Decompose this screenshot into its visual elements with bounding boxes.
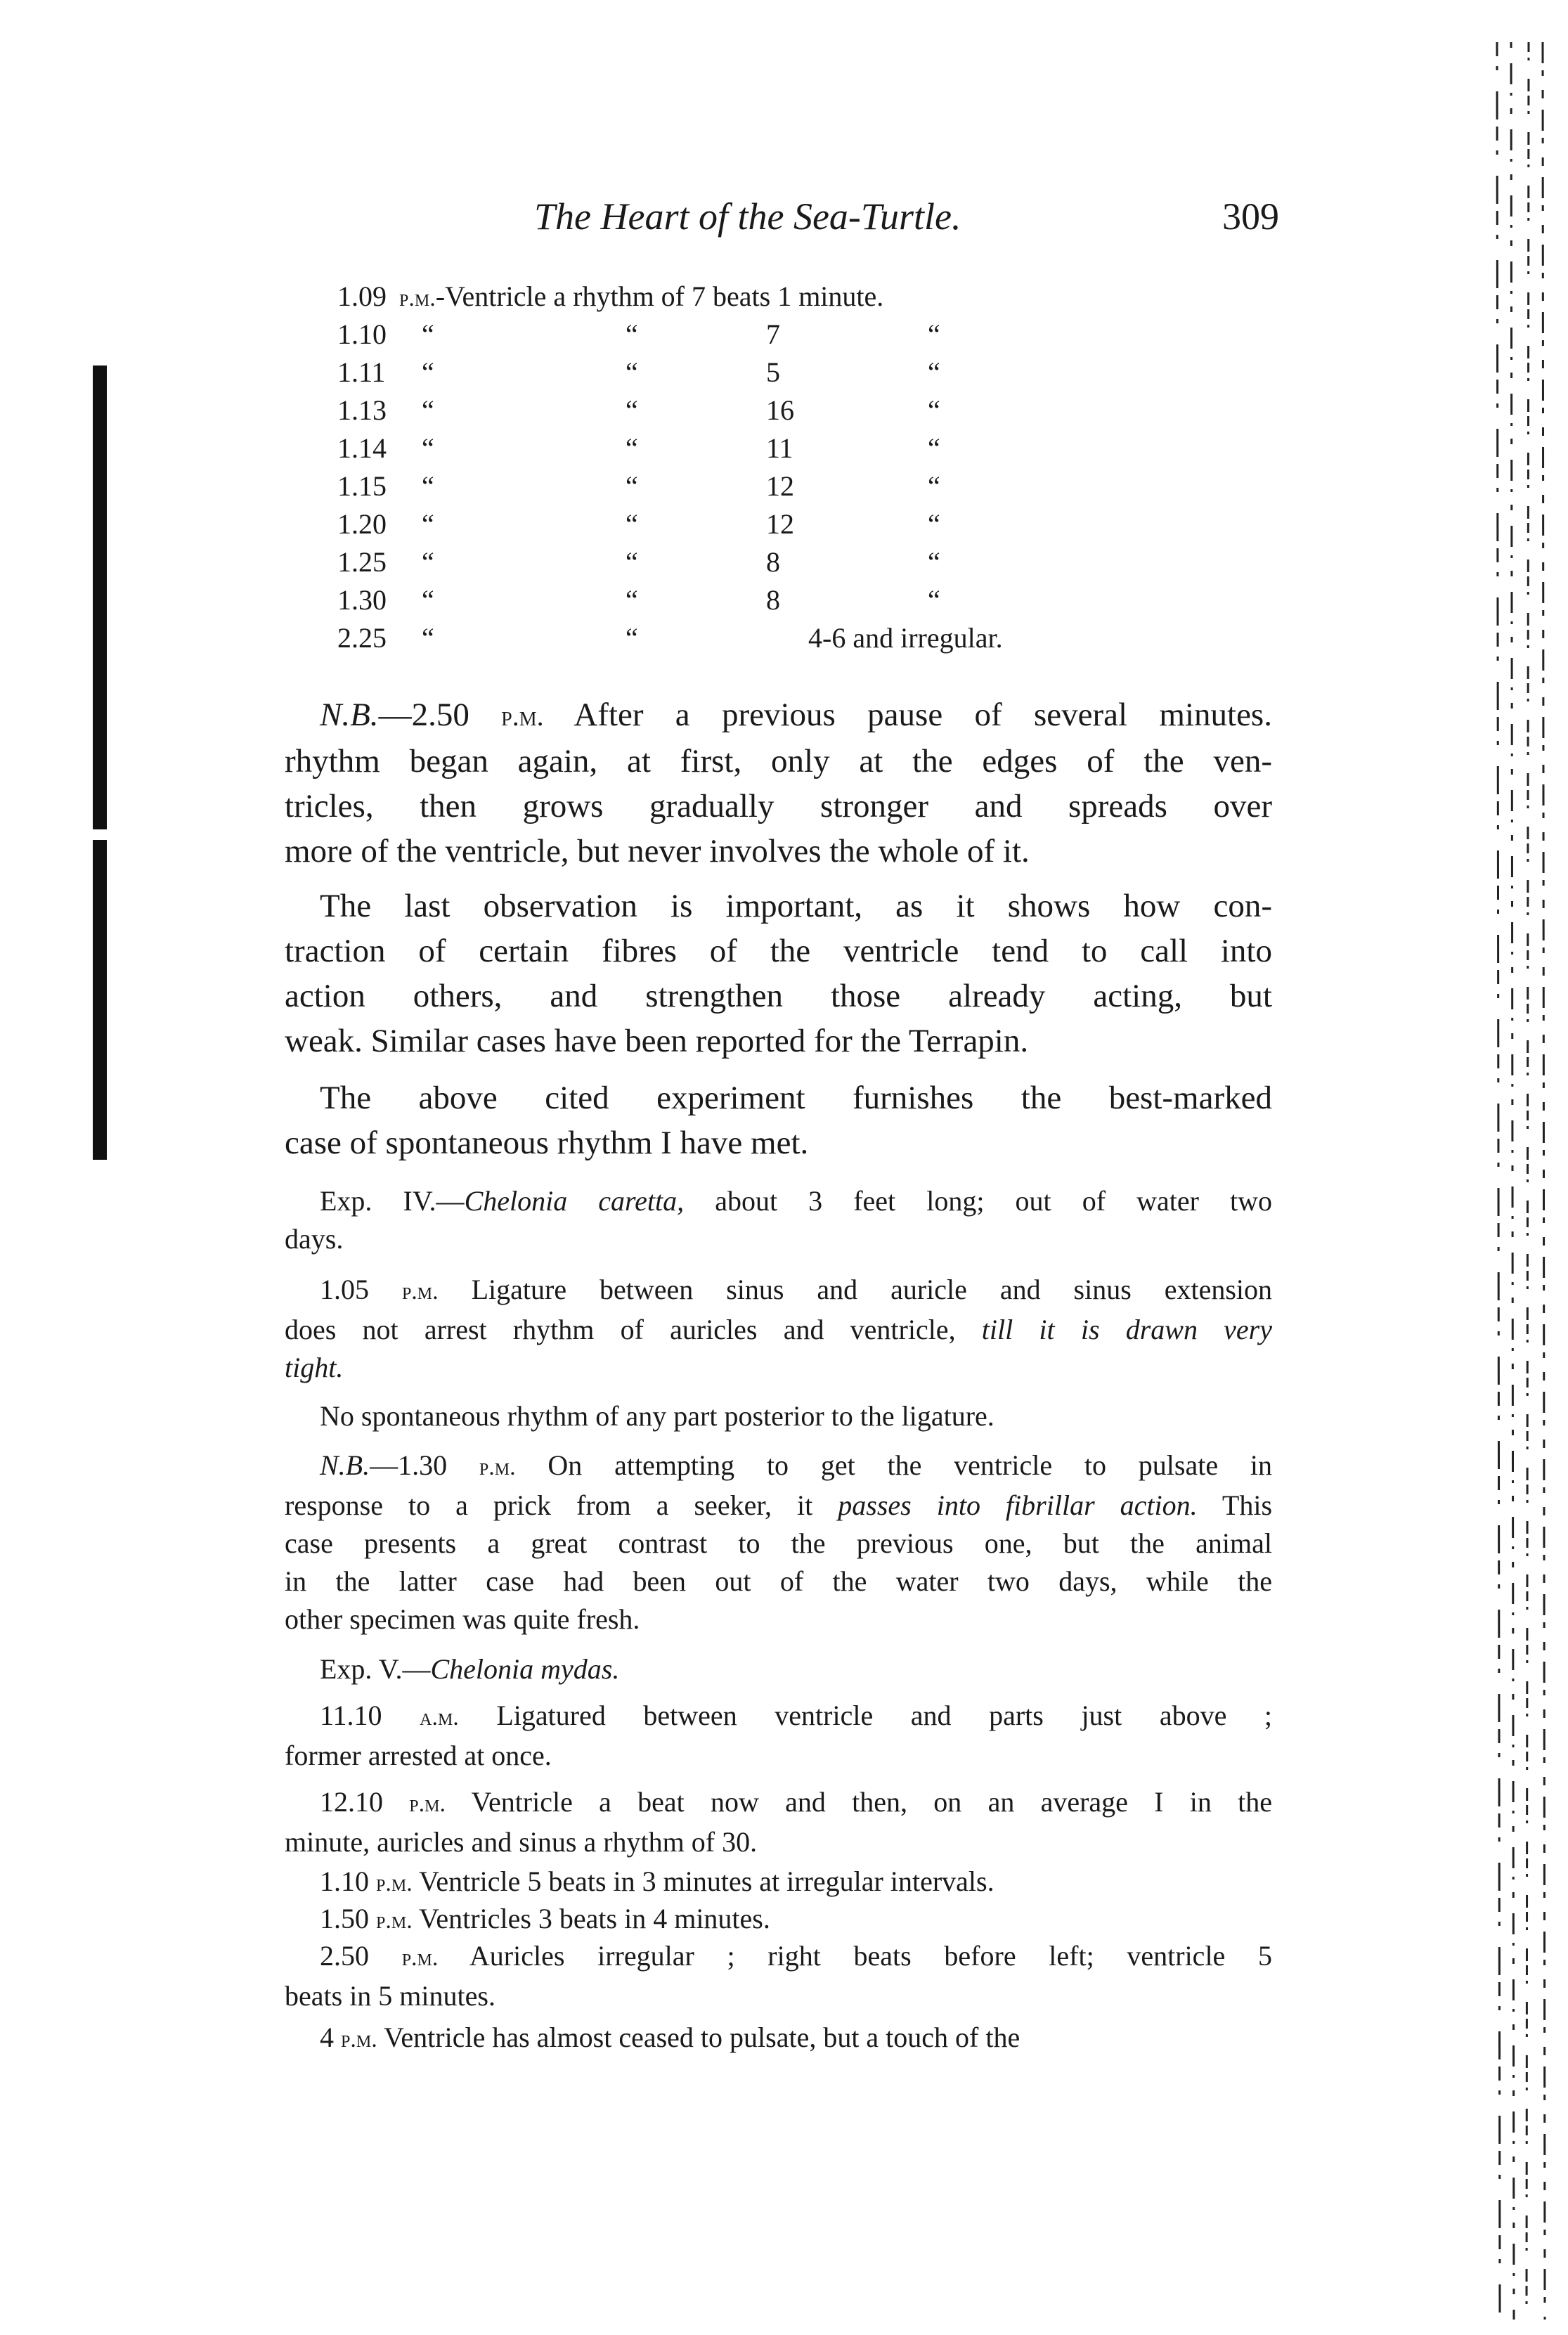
entry-time: 1.50 — [320, 1903, 369, 1934]
exp-v-heading — [285, 1650, 1272, 1688]
ditto-mark: “ — [928, 356, 940, 388]
nb2-pm: p.m. — [479, 1454, 516, 1480]
entry-text: Ligatured between ventricle and parts just above ; — [458, 1700, 1273, 1731]
row-beats: 5 — [766, 356, 780, 388]
exp-v-entry — [285, 1697, 1272, 1775]
entry-time: 2.50 — [320, 1940, 369, 1972]
exp5-label: Exp. V.— — [320, 1653, 431, 1685]
entry-line2: beats in 5 minutes. — [285, 1980, 495, 2012]
row-beats: 16 — [766, 394, 794, 426]
nb-line-2: tricles, then grows gradually stronger and spreads over — [285, 788, 1272, 824]
no-spont-text: No spontaneous rhythm of any part posterior to the ligature. — [320, 1400, 994, 1432]
entry-text: Ligature between sinus and auricle and sinus extension — [438, 1274, 1273, 1305]
ditto-mark: “ — [422, 546, 434, 578]
entry-ampm: p.m. — [376, 1908, 413, 1934]
ditto-mark: “ — [422, 394, 434, 426]
margin-bar-bottom — [93, 840, 107, 1160]
exp5-species: Chelonia mydas. — [430, 1653, 620, 1685]
rhythm-row — [337, 505, 1181, 543]
ditto-mark: “ — [626, 470, 638, 502]
nb2-line2: response to a prick from a seeker, it — [285, 1489, 838, 1521]
nb-line-1: rhythm began again, at first, only at the edges of the ven- — [285, 743, 1272, 780]
entry-text: Ventricle has almost ceased to pulsate, but a touch of the — [377, 2022, 1021, 2053]
row-time: 1.09 — [337, 280, 387, 312]
entry-line3-italic: tight. — [285, 1352, 344, 1383]
ditto-mark: “ — [626, 622, 638, 654]
row-time: 1.15 — [337, 470, 387, 502]
entry-time: 4 — [320, 2022, 334, 2053]
exp-v-entry — [285, 1937, 1272, 2015]
entry-ampm: p.m. — [409, 1791, 446, 1817]
row-time: 1.30 — [337, 584, 387, 616]
no-spontaneous-line — [285, 1397, 1272, 1435]
entry-line2: minute, auricles and sinus a rhythm of 30. — [285, 1826, 758, 1858]
above-line-1: case of spontaneous rhythm I have met. — [285, 1125, 809, 1161]
ditto-mark: “ — [928, 470, 940, 502]
nb2-label: N.B. — [320, 1449, 370, 1481]
entry-text: Ventricles 3 beats in 4 minutes. — [412, 1903, 770, 1934]
nb2-time: —1.30 — [370, 1449, 448, 1481]
obs-line-0: The last observation is important, as it shows how con- — [320, 888, 1272, 924]
ditto-mark: “ — [626, 356, 638, 388]
row-beats: 8 — [766, 584, 780, 616]
exp-v-entry — [285, 2019, 1272, 2059]
row-text: 4-6 and irregular. — [808, 622, 1003, 654]
exp4-species: Chelonia caretta, — [464, 1185, 685, 1217]
ditto-mark: “ — [928, 546, 940, 578]
running-head: The Heart of the Sea-Turtle. — [534, 195, 961, 238]
exp-iv-105-entry — [285, 1271, 1272, 1387]
above-cited-paragraph — [285, 1075, 1272, 1165]
margin-bar-top — [93, 366, 107, 829]
row-beats: 7 — [766, 318, 780, 350]
row-text: -Ventricle a rhythm of 7 beats 1 minute. — [435, 280, 884, 312]
ditto-mark: “ — [626, 432, 638, 464]
row-beats: 12 — [766, 508, 794, 540]
obs-line-2: action others, and strengthen those already acting, but — [285, 978, 1272, 1014]
nb2-line1: On attempting to get the ventricle to pulsate in — [515, 1449, 1272, 1481]
rhythm-row — [337, 392, 1181, 429]
ditto-mark: “ — [626, 394, 638, 426]
entry-time: 12.10 — [320, 1786, 383, 1818]
nb2-line2-italic: passes into fibrillar action. — [838, 1489, 1198, 1521]
exp-v-entry — [285, 1900, 1272, 1940]
entry-ampm: a.m. — [420, 1705, 459, 1731]
entry-ampm: p.m. — [401, 1945, 439, 1971]
rhythm-row — [337, 467, 1181, 505]
row-time: 1.20 — [337, 508, 387, 540]
ditto-mark: “ — [626, 546, 638, 578]
ditto-mark: “ — [928, 394, 940, 426]
entry-text: Ventricle 5 beats in 3 minutes at irregular intervals. — [412, 1865, 994, 1897]
nb-time: —2.50 — [378, 697, 469, 733]
ditto-mark: “ — [422, 356, 434, 388]
row-time: 1.14 — [337, 432, 387, 464]
ditto-mark: “ — [422, 584, 434, 616]
nb-line-3: more of the ventricle, but never involves the whole of it. — [285, 833, 1030, 869]
row-beats: 12 — [766, 470, 794, 502]
nb-paragraph-1 — [285, 692, 1272, 874]
rhythm-row — [337, 543, 1181, 581]
nb-label: N.B. — [320, 697, 379, 733]
entry-line2: does not arrest rhythm of auricles and ventricle, — [285, 1314, 982, 1345]
entry-line2-italic: till it is drawn very — [981, 1314, 1272, 1345]
nb-line-0: After a previous pause of several minutes. — [574, 697, 1272, 733]
row-time: 1.10 — [337, 318, 387, 350]
exp-iv-heading — [285, 1182, 1272, 1258]
exp4-line2: days. — [285, 1223, 344, 1255]
entry-pm: p.m. — [401, 1279, 439, 1305]
exp4-line1-rest: about 3 feet long; out of water two — [684, 1185, 1273, 1217]
nb2-line4: in the latter case had been out of the water two days, while the — [285, 1565, 1272, 1597]
exp-v-entry — [285, 1783, 1272, 1861]
row-time: 1.11 — [337, 356, 386, 388]
entry-time: 1.10 — [320, 1865, 369, 1897]
ditto-mark: “ — [928, 584, 940, 616]
entry-ampm: p.m. — [376, 1870, 413, 1896]
ditto-mark: “ — [928, 318, 940, 350]
nb2-line3: case presents a great contrast to the previous one, but the animal — [285, 1527, 1272, 1559]
entry-time: 11.10 — [320, 1700, 382, 1731]
entry-time: 1.05 — [320, 1274, 369, 1305]
rhythm-row — [337, 354, 1181, 392]
ditto-mark: “ — [928, 432, 940, 464]
rhythm-row — [337, 581, 1181, 619]
scan-edge-noise — [1490, 42, 1553, 2320]
exp-v-entry — [285, 1863, 1272, 1903]
page-number: 309 — [1222, 195, 1279, 238]
ditto-mark: “ — [422, 622, 434, 654]
ditto-mark: “ — [626, 508, 638, 540]
entry-text: Ventricle a beat now and then, on an average I in the — [445, 1786, 1272, 1818]
entry-ampm: p.m. — [341, 2026, 377, 2052]
nb2-line5: other specimen was quite fresh. — [285, 1603, 640, 1635]
rhythm-row — [337, 429, 1181, 467]
above-line-0: The above cited experiment furnishes the best-marked — [320, 1080, 1272, 1116]
ditto-mark: “ — [626, 584, 638, 616]
entry-line2: former arrested at once. — [285, 1740, 552, 1771]
row-time: 2.25 — [337, 622, 387, 654]
ditto-mark: “ — [422, 470, 434, 502]
ditto-mark: “ — [422, 432, 434, 464]
nb-pm: p.m. — [501, 700, 544, 732]
ditto-mark: “ — [626, 318, 638, 350]
obs-line-1: traction of certain fibres of the ventricle tend to call into — [285, 933, 1272, 969]
nb-paragraph-2 — [285, 1447, 1272, 1638]
exp4-label: Exp. IV.— — [320, 1185, 465, 1217]
row-beats: 8 — [766, 546, 780, 578]
rhythm-row — [337, 316, 1181, 354]
nb2-line2-end: This — [1197, 1489, 1273, 1521]
ditto-mark: “ — [422, 318, 434, 350]
ditto-mark: “ — [928, 508, 940, 540]
row-time: 1.13 — [337, 394, 387, 426]
ditto-mark: “ — [422, 508, 434, 540]
last-observation-paragraph — [285, 884, 1272, 1063]
rhythm-row-first — [337, 278, 1181, 316]
row-time: 1.25 — [337, 546, 387, 578]
entry-text: Auricles irregular ; right beats before left; ventricle 5 — [438, 1940, 1273, 1972]
row-beats: 11 — [766, 432, 793, 464]
obs-line-3: weak. Similar cases have been reported for the Terrapin. — [285, 1023, 1029, 1059]
row-pm: p.m. — [399, 285, 436, 311]
rhythm-row-last — [337, 619, 1181, 657]
